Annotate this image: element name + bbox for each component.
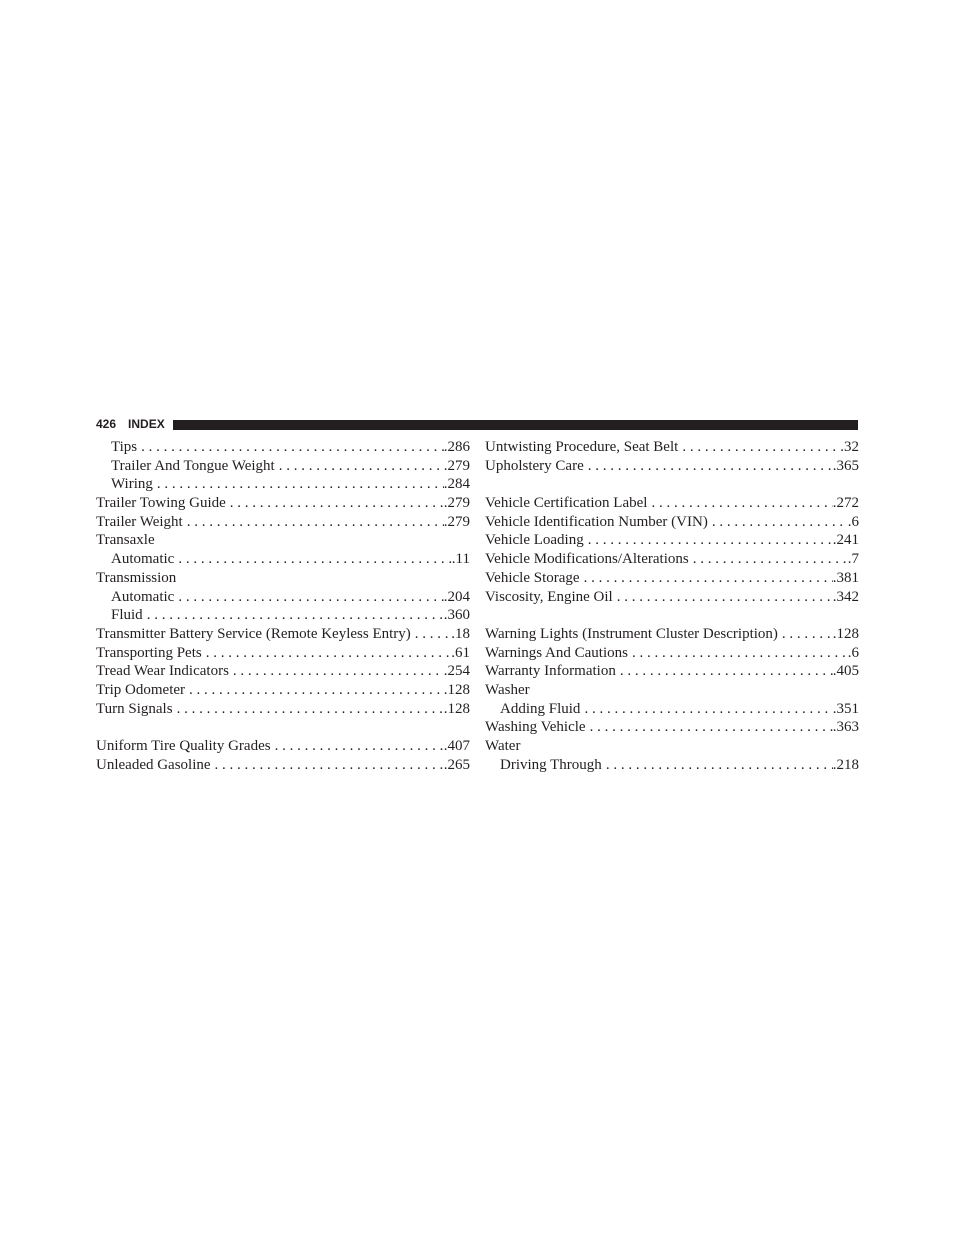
dot-leader — [275, 457, 444, 476]
index-entry — [96, 531, 470, 550]
index-entry — [485, 457, 859, 476]
index-section-gap — [485, 475, 859, 494]
dot-leader — [411, 625, 451, 644]
dot-leader — [211, 756, 444, 775]
dot-leader — [202, 644, 452, 663]
index-entry — [485, 438, 859, 457]
index-entry-label: Trailer Weight — [96, 513, 183, 530]
header-rule-bar — [173, 420, 858, 430]
index-entry-label: Vehicle Storage — [485, 569, 580, 586]
index-entry — [96, 588, 470, 607]
index-entry-page: .284 — [443, 476, 470, 493]
index-entry — [96, 737, 470, 756]
index-entry-page: .32 — [840, 439, 859, 455]
index-entry-page: .351 — [832, 700, 859, 717]
dot-leader — [137, 438, 444, 457]
index-entry-label: Vehicle Certification Label — [485, 495, 648, 512]
dot-leader — [708, 513, 848, 532]
dot-leader — [602, 756, 833, 775]
dot-leader — [229, 662, 444, 681]
index-entry-label: Vehicle Modifications/Alterations — [485, 551, 689, 568]
index-entry-label: Warranty Information — [485, 663, 616, 680]
index-entry-label: Washing Vehicle — [485, 719, 586, 736]
index-entry — [485, 662, 859, 681]
index-section-gap — [485, 606, 859, 625]
index-entry-label: Transmitter Battery Service (Remote Keyless Entry) — [96, 625, 411, 642]
index-entry-page: .363 — [832, 719, 859, 736]
index-entry-label: Turn Signals — [96, 700, 173, 717]
dot-leader — [183, 513, 444, 532]
index-entry-page: .407 — [443, 738, 470, 754]
index-entry-page: .128 — [832, 625, 859, 642]
dot-leader — [580, 700, 832, 719]
section-title: INDEX — [128, 417, 165, 431]
index-entry — [485, 644, 859, 663]
dot-leader — [647, 494, 832, 513]
index-entry — [485, 550, 859, 569]
index-entry-page: .204 — [443, 588, 470, 605]
index-entry — [96, 475, 470, 494]
index-entry — [96, 700, 470, 719]
index-entry-label: Warnings And Cautions — [485, 644, 628, 661]
index-entry-page: .360 — [443, 607, 470, 624]
index-entry — [96, 569, 470, 588]
index-entry — [96, 457, 470, 476]
index-entry-label: Adding Fluid — [500, 700, 581, 717]
dot-leader — [143, 606, 444, 625]
index-entry-page: .6 — [847, 513, 859, 530]
index-entry-page: .342 — [832, 588, 859, 605]
index-entry-page: .286 — [443, 439, 470, 455]
index-entry-page: .405 — [832, 663, 859, 680]
index-entry-label: Trailer And Tongue Weight — [111, 457, 275, 474]
dot-leader — [628, 644, 848, 663]
index-entry-page: .7 — [847, 551, 859, 568]
index-entry-page: .365 — [832, 457, 859, 474]
dot-leader — [271, 737, 444, 756]
index-entry-page: .18 — [451, 625, 470, 642]
index-entry — [96, 606, 470, 625]
dot-leader — [613, 588, 833, 607]
index-entry — [96, 681, 470, 700]
index-entry-page: .241 — [832, 532, 859, 549]
index-entry — [96, 438, 470, 457]
index-entry-label: Transmission — [96, 569, 177, 586]
index-entry — [485, 625, 859, 644]
index-entry — [485, 700, 859, 719]
index-entry-label: Viscosity, Engine Oil — [485, 588, 613, 605]
index-entry-page: .279 — [443, 513, 470, 530]
index-entry-label: Vehicle Identification Number (VIN) — [485, 513, 708, 530]
index-entry — [485, 718, 859, 737]
index-entry-page: .254 — [443, 663, 470, 680]
index-entry-page: .61 — [451, 644, 470, 661]
index-entry-page: .6 — [847, 644, 859, 661]
index-entry — [485, 569, 859, 588]
index-entry — [485, 681, 859, 700]
index-section-gap — [96, 718, 470, 737]
dot-leader — [586, 718, 833, 737]
index-entry-label: Transporting Pets — [96, 644, 202, 661]
index-entry — [485, 513, 859, 532]
index-entry-label: Fluid — [111, 607, 143, 624]
dot-leader — [689, 550, 848, 569]
dot-leader — [226, 494, 444, 513]
index-entry-page: .128 — [443, 681, 470, 698]
index-entry-label: Upholstery Care — [485, 457, 584, 474]
dot-leader — [584, 531, 833, 550]
dot-leader — [153, 475, 444, 494]
dot-leader — [185, 681, 444, 700]
index-column-right — [485, 438, 859, 774]
index-entry-label: Automatic — [111, 588, 175, 605]
index-entry-label: Unleaded Gasoline — [96, 756, 211, 773]
index-entry-page: .218 — [832, 756, 859, 773]
page-header — [96, 417, 858, 432]
dot-leader — [174, 550, 451, 569]
index-entry-label: Trip Odometer — [96, 681, 186, 698]
page-number: 426 — [96, 417, 117, 431]
dot-leader — [584, 457, 833, 476]
index-entry-label: Tips — [111, 439, 138, 455]
index-entry-page: .265 — [443, 756, 470, 773]
index-entry — [485, 756, 859, 775]
index-entry-page: .272 — [832, 495, 859, 512]
index-entry-label: Water — [485, 738, 521, 754]
dot-leader — [174, 588, 443, 607]
index-column-left — [96, 438, 470, 774]
index-entry-page: .381 — [832, 569, 859, 586]
index-entry — [485, 588, 859, 607]
index-entry-label: Untwisting Procedure, Seat Belt — [485, 439, 679, 455]
index-entry — [96, 550, 470, 569]
index-entry-page: .279 — [443, 495, 470, 512]
index-entry — [485, 531, 859, 550]
index-entry — [485, 494, 859, 513]
index-entry-label: Driving Through — [500, 756, 602, 773]
index-entry-label: Washer — [485, 681, 530, 698]
index-entry — [96, 494, 470, 513]
index-entry-label: Trailer Towing Guide — [96, 495, 226, 512]
index-entry-label: Vehicle Loading — [485, 532, 584, 549]
dot-leader — [678, 438, 840, 457]
index-entry-page: .128 — [443, 700, 470, 717]
dot-leader — [173, 700, 444, 719]
dot-leader — [580, 569, 833, 588]
index-entry-label: Warning Lights (Instrument Cluster Description) — [485, 625, 778, 642]
dot-leader — [616, 662, 833, 681]
index-entry — [485, 737, 859, 756]
index-entry — [96, 662, 470, 681]
index-entry-label: Tread Wear Indicators — [96, 663, 229, 680]
index-entry-label: Wiring — [111, 476, 153, 493]
index-entry — [96, 644, 470, 663]
index-entry-label: Automatic — [111, 551, 175, 568]
index-entry — [96, 513, 470, 532]
index-entry — [96, 756, 470, 775]
index-entry — [96, 625, 470, 644]
index-entry-label: Uniform Tire Quality Grades — [96, 738, 271, 754]
index-entry-label: Transaxle — [96, 532, 155, 549]
index-entry-page: .279 — [443, 457, 470, 474]
index-entry-page: .11 — [451, 551, 470, 568]
dot-leader — [778, 625, 833, 644]
